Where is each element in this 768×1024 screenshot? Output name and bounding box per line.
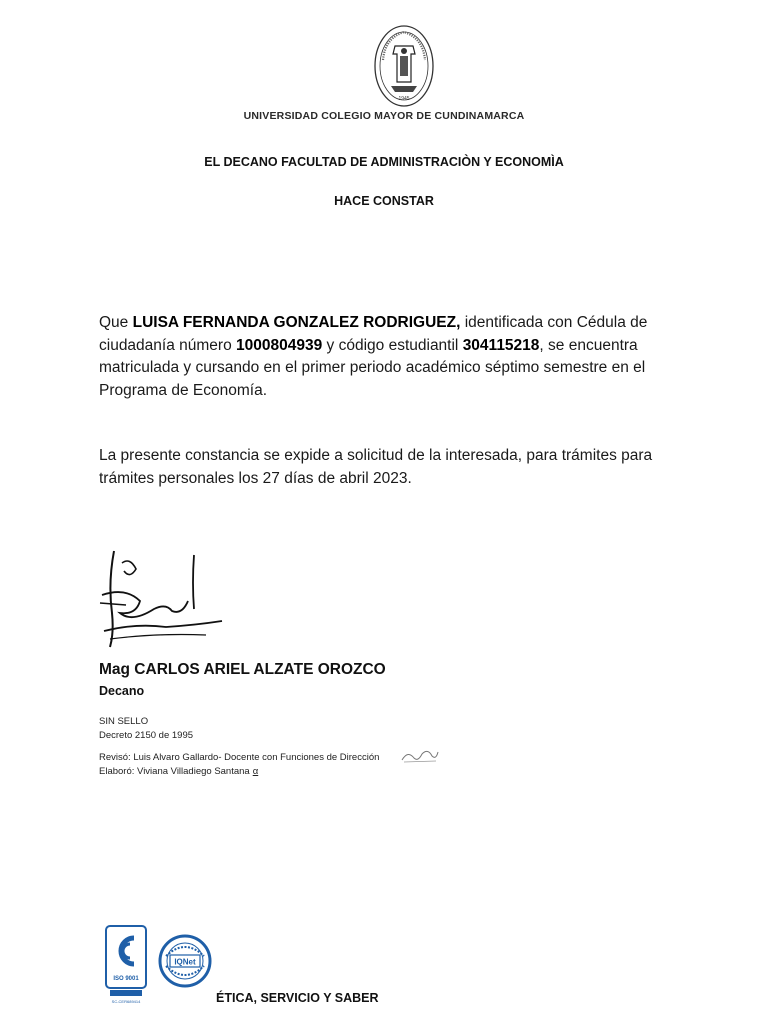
university-crest-icon bbox=[373, 24, 435, 108]
iqnet-certification-badge-icon bbox=[158, 934, 212, 988]
dean-heading: EL DECANO FACULTAD DE ADMINISTRACIÒN Y ECONOMÌA bbox=[204, 155, 564, 169]
iso-certification-badge-icon bbox=[104, 924, 148, 1006]
paragraph-text: y código estudiantil bbox=[322, 336, 463, 354]
preparer-initial: α bbox=[252, 766, 259, 777]
paragraph-text: Que bbox=[99, 314, 133, 331]
paragraph-text: identificada con Cédula de ciudadanía número bbox=[99, 314, 648, 354]
prepared-by-text: Elaboró: Viviana Villadiego Santana bbox=[99, 766, 250, 777]
signer-role: Decano bbox=[99, 684, 145, 698]
id-number: 1000804939 bbox=[236, 336, 323, 354]
purpose-paragraph: La presente constancia se expide a solicitud de la interesada, para trámites para trámites personales los 27 días de abril 2023. bbox=[99, 447, 653, 487]
svg-text:1945: 1945 bbox=[398, 96, 410, 102]
certification-heading: HACE CONSTAR bbox=[334, 194, 434, 208]
handwritten-signature-icon bbox=[96, 543, 228, 655]
reviewer-initials-icon bbox=[400, 744, 440, 766]
iqnet-badge-label: IQNet bbox=[174, 957, 196, 967]
student-code: 304115218 bbox=[462, 336, 540, 354]
decree-note: Decreto 2150 de 1995 bbox=[99, 730, 194, 741]
iso-badge-label: ISO 9001 bbox=[113, 976, 139, 982]
signer-name: Mag CARLOS ARIEL ALZATE OROZCO bbox=[99, 661, 386, 678]
certification-paragraph bbox=[99, 312, 677, 402]
prepared-by-note bbox=[99, 765, 258, 779]
reviewed-by-note: Revisó: Luis Alvaro Gallardo- Docente con Funciones de Dirección bbox=[99, 752, 380, 763]
institutional-motto: ÉTICA, SERVICIO Y SABER bbox=[216, 991, 379, 1005]
paragraph-text: , se encuentra matriculada y cursando en el primer periodo académico séptimo semestre en el Programa de Economía. bbox=[99, 336, 646, 399]
university-name: UNIVERSIDAD COLEGIO MAYOR DE CUNDINAMARCA bbox=[243, 110, 525, 122]
seal-note: SIN SELLO bbox=[99, 716, 149, 727]
iso-badge-code: SC-CER689414 bbox=[111, 999, 141, 1004]
student-name: LUISA FERNANDA GONZALEZ RODRIGUEZ, bbox=[132, 314, 461, 331]
